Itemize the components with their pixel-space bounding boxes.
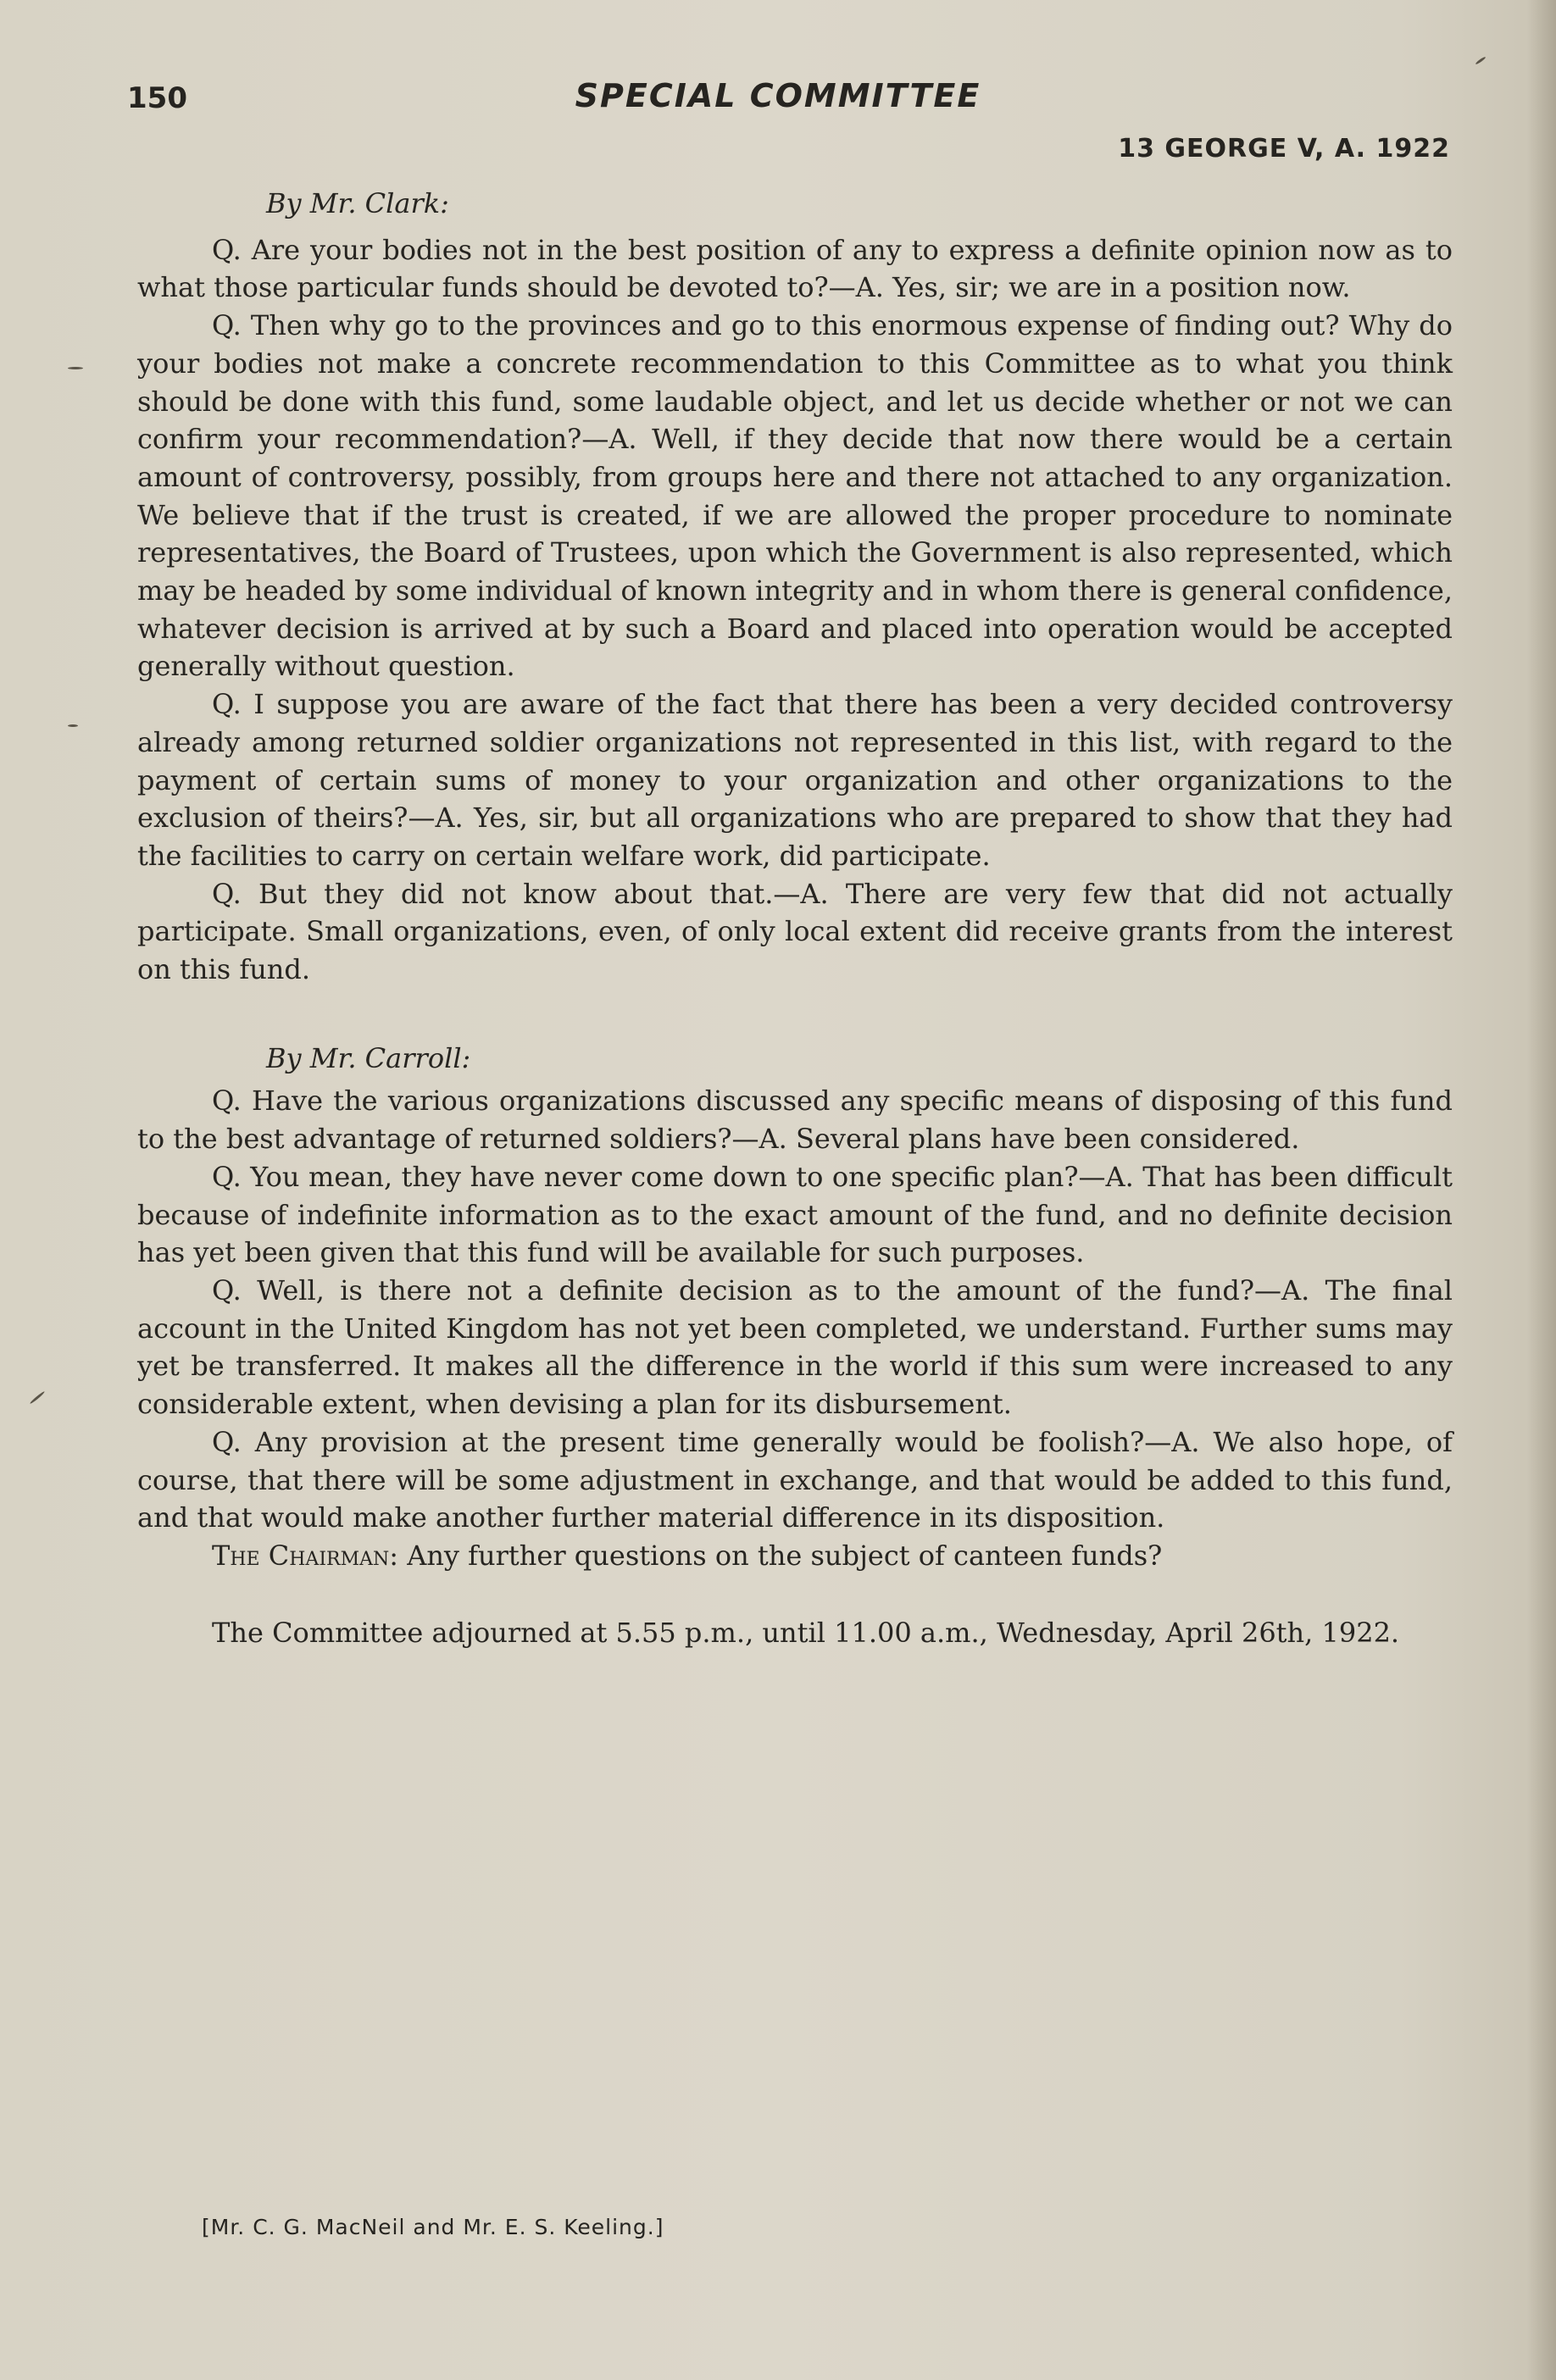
chairman-question: Any further questions on the subject of canteen funds? — [407, 1539, 1163, 1572]
scan-speck — [68, 367, 83, 369]
scan-speck — [30, 1390, 46, 1404]
adjournment-note: The Committee adjourned at 5.55 p.m., until 11.00 a.m., Wednesday, April 26th, 1922. — [212, 1616, 1400, 1649]
testimony-paragraph: Q. Then why go to the provinces and go to this enormous expense of finding out? Why do your bodies not make a concrete recommendation to this Committee as to what you think should be done with this fund, some laudable object, and let us decide whether or not we can confirm your recommendation?—A. Well, if they decide that now there would be a certain amount of controversy, possibly, from groups here and there not attached to any organization. We believe that if the trust is created, if we are allowed the proper procedure to nominate representatives, the Board of Trustees, upon which the Government is also represented, which may be headed by some individual of known integrity and in whom there is general confidence, whatever decision is arrived at by such a Board and placed into operation would be accepted generally without question. — [137, 309, 1453, 683]
scan-speck — [68, 724, 78, 727]
testimony-paragraph: Q. Any provision at the present time generally would be foolish?—A. We also hope, of course, that there will be some adjustment in exchange, and that would be added to this fund, and that would make another further material difference in its disposition. — [137, 1425, 1453, 1534]
speaker-heading: By Mr. Clark: — [266, 187, 449, 219]
speaker-heading: By Mr. Carroll: — [266, 1041, 471, 1074]
testimony-paragraph: Q. Are your bodies not in the best position of any to express a definite opinion now as to what those particular funds should be devoted to?—A. Yes, sir; we are in a position now. — [137, 233, 1453, 304]
scan-speck — [1475, 56, 1486, 64]
testimony-paragraph: Q. But they did not know about that.—A. There are very few that did not actually participate. Small organizations, even, of only local extent did receive grants from the interest on this fund. — [137, 877, 1453, 986]
testimony-paragraph: Q. I suppose you are aware of the fact that there has been a very decided controversy already among returned soldier organizations not represented in this list, with regard to the payment of certain sums of money to your organization and other organizations to the exclusion of theirs?—A. Yes, sir, but all organizations who are prepared to show that they had the facilities to carry on certain welfare work, did participate. — [137, 688, 1453, 872]
page-edge-shadow — [1527, 0, 1556, 2380]
testimony-paragraph: Q. Have the various organizations discussed any specific means of disposing of this fund to the best advantage of returned soldiers?—A. Several plans have been considered. — [137, 1085, 1453, 1156]
chairman-label: The Chairman: — [212, 1539, 399, 1572]
testimony-body — [137, 185, 1453, 1651]
running-title: SPECIAL COMMITTEE — [575, 77, 981, 114]
reporters-footer: [Mr. C. G. MacNeil and Mr. E. S. Keeling.] — [202, 2215, 664, 2239]
session-label: 13 GEORGE V, A. 1922 — [1118, 134, 1450, 164]
testimony-paragraph: Q. You mean, they have never come down to one specific plan?—A. That has been difficult because of indefinite information as to the exact amount of the fund, and no definite decision has yet been given that this fund will be available for such purposes. — [137, 1160, 1453, 1269]
page-number: 150 — [127, 81, 187, 115]
testimony-paragraph: Q. Well, is there not a definite decision as to the amount of the fund?—A. The final account in the United Kingdom has not yet been completed, we understand. Further sums may yet be transferred. It makes all the difference in the world if this sum were increased to any considerable extent, when devising a plan for its disbursement. — [137, 1273, 1453, 1421]
chairman-remark — [137, 1537, 1453, 1575]
